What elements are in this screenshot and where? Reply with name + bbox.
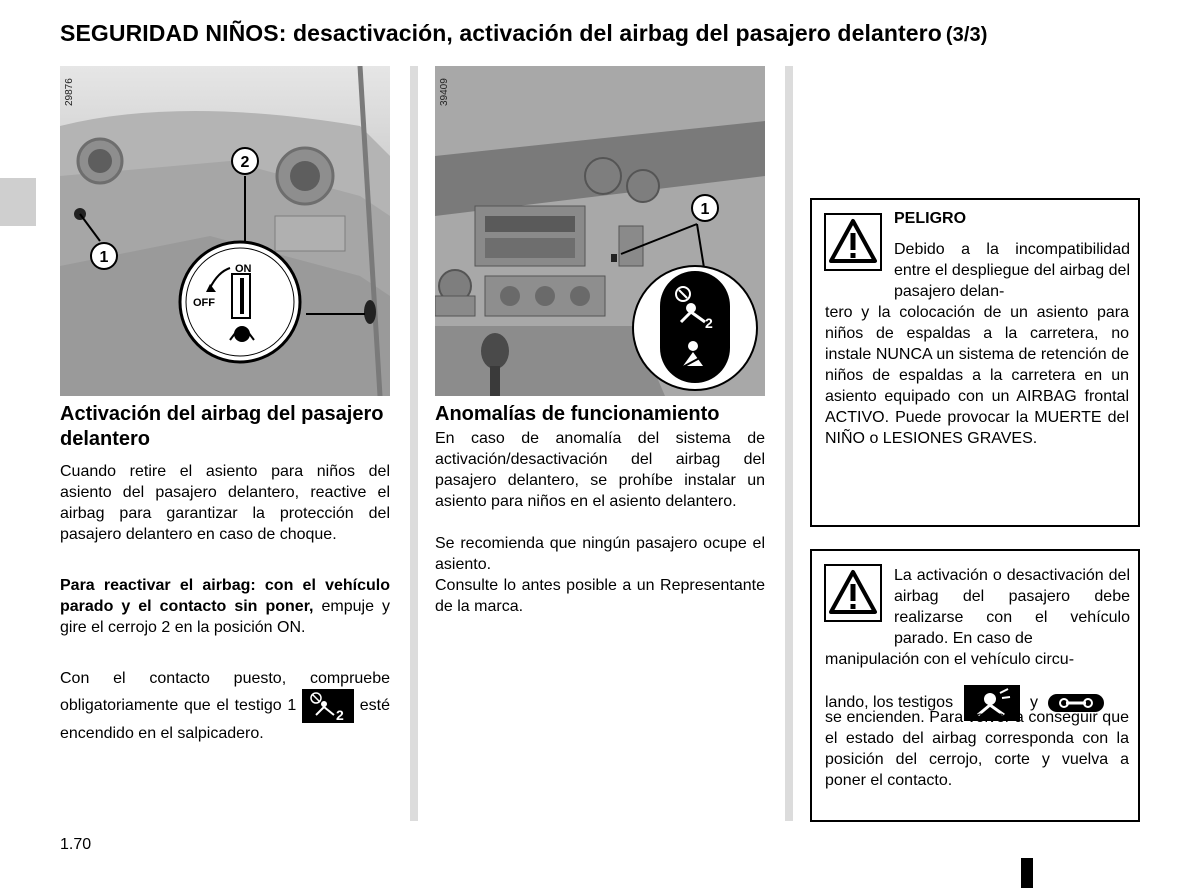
page-number: 1.70: [60, 836, 92, 853]
figure-dashboard-switch: [60, 66, 390, 396]
chapter-tab: [0, 178, 36, 226]
danger-title: PELIGRO: [894, 210, 967, 227]
note-text: manipulación con el vehículo circu-: [825, 651, 1075, 668]
warning-triangle-icon: [824, 213, 882, 271]
danger-text: Debido a la incompatibilidad entre el despliegue del airbag del pasajero delan-: [894, 241, 1130, 300]
paragraph: Cuando retire el asiento para niños del asiento del pasajero delantero, reactive el airbag para garantizar la protección del pasajero delantero en caso de choque.: [60, 463, 390, 543]
note-text-part: lando, los testigos: [825, 694, 954, 712]
switch-on-label: ON: [235, 263, 252, 275]
svg-text:2: 2: [336, 707, 344, 723]
paragraph-bold: Para reactivar el airbag: con el vehículo parado y el contacto sin poner,: [60, 577, 390, 615]
callout-2: 2: [240, 154, 250, 171]
danger-warning-box: [810, 198, 1140, 527]
section-heading-reactivation: Activación del airbag del pasajero delantero: [60, 403, 384, 450]
paragraph: En caso de anomalía del sistema de activación/desactivación del airbag del pasajero delantero, se prohíbe instalar un asiento para niños en el asiento delantero.: [435, 430, 765, 510]
danger-text: tero y la colocación de un asiento para niños de espaldas a la carretera, no instale NUNCA un sistema de retención de niños de espaldas a la carretera en un asiento equipado con un AIRBAG frontal ACTIVO. Puede provocar la MUERTE del NIÑO o LESIONES GRAVES.: [825, 304, 1129, 447]
paragraph-rest: empuje y gire el cerrojo 2 en la posición ON.: [60, 598, 390, 636]
airbag-off-warning-lamp-icon: [302, 689, 354, 723]
figure-callouts: [60, 66, 390, 396]
note-text: se encienden. Para volver a conseguir que el estado del airbag corresponda con la posición del cerrojo, corte y vuelva a poner el contacto.: [825, 709, 1129, 789]
column-divider: [785, 66, 793, 821]
figure-code: 29876: [64, 78, 75, 106]
figure-code: 39409: [439, 78, 450, 106]
paragraph: [60, 668, 390, 744]
page-title-suffix: (3/3): [945, 24, 988, 46]
paragraph: Se recomienda que ningún pasajero ocupe el asiento.: [435, 535, 765, 573]
page-title-text: SEGURIDAD NIÑOS: desactivación, activación del airbag del pasajero delantero: [60, 20, 942, 46]
figure-console-indicator: [435, 66, 765, 396]
column-divider: [410, 66, 418, 821]
note-text: La activación o desactivación del airbag del pasajero debe realizarse con el vehículo parado. En caso de: [894, 567, 1130, 647]
section-heading-malfunctions: Anomalías de funcionamiento: [435, 403, 720, 425]
paragraph: Consulte lo antes posible a un Representante de la marca.: [435, 577, 765, 615]
page-title: [60, 20, 987, 47]
callout-1: 1: [700, 201, 710, 218]
paragraph-part: Con el contacto puesto, compruebe obligatoriamente que el testigo 1: [60, 670, 390, 715]
svg-text:2: 2: [705, 315, 713, 331]
note-warning-box: [810, 549, 1140, 822]
page-edge-marker: [1021, 858, 1033, 888]
callout-1: 1: [99, 249, 109, 266]
paragraph: [60, 575, 390, 638]
paragraph-part: esté encendido en el salpicadero.: [60, 697, 391, 742]
figure-callouts: [435, 66, 765, 396]
switch-off-label: OFF: [193, 297, 215, 309]
note-text-part: y: [1029, 694, 1038, 712]
warning-triangle-icon: [824, 564, 882, 622]
